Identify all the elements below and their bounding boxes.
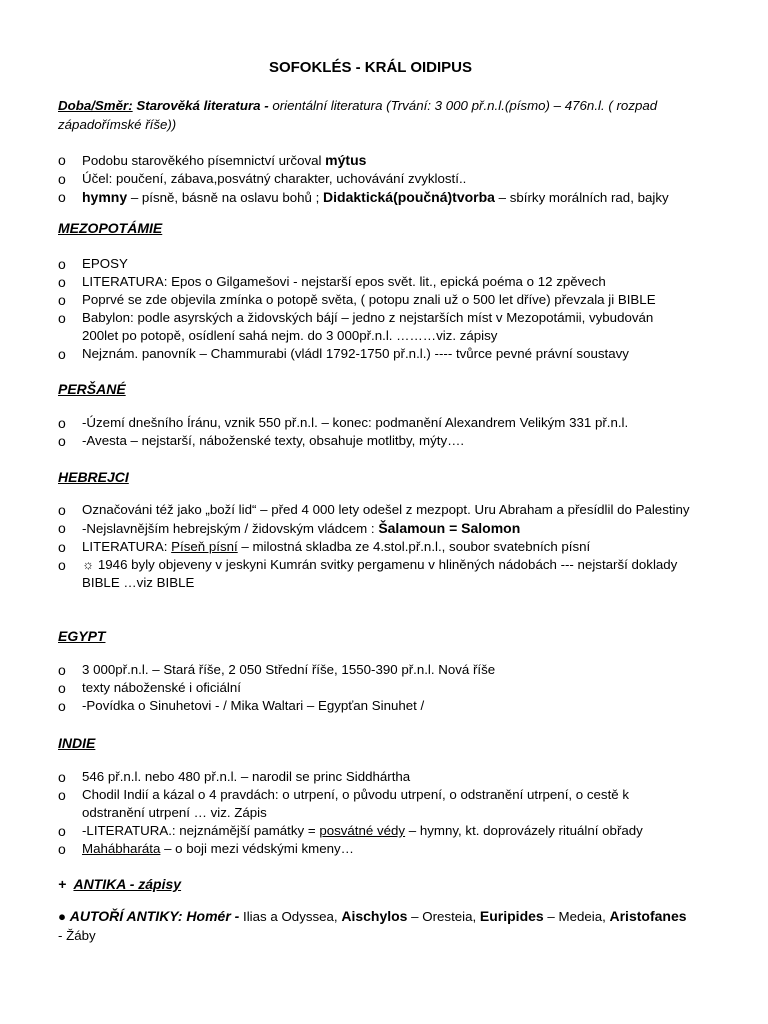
mezopotamie-list [58, 255, 690, 363]
list-item: o EPOSY [58, 256, 128, 272]
list-item: o -Nejslavnějším hebrejským / židovským vládcem : Šalamoun = Salomon [58, 520, 521, 536]
bullet-marker: o [58, 274, 66, 290]
bullet-marker: o [58, 189, 66, 205]
list-item: o ☼ 1946 byly objeveny v jeskyni Kumrán svitky pergamenu v hliněných nádobách --- nejstarší doklady BIBLE …viz BIBLE [58, 557, 678, 590]
bullet-marker: o [58, 415, 66, 431]
list-item: o Účel: poučení, zábava,posvátný charakter, uchovávání zvyklostí.. [58, 171, 467, 187]
bullet-marker: o [58, 346, 66, 362]
bullet-marker: o [58, 557, 66, 573]
list-item: o LITERATURA: Píseň písní – milostná skladba ze 4.stol.př.n.l., soubor svatebních písní [58, 539, 591, 555]
section-heading-persane: PERŠANÉ [58, 381, 126, 397]
bullet-marker: o [58, 841, 66, 857]
bullet-marker: o [58, 152, 66, 168]
bullet-marker: o [58, 292, 66, 308]
bullet-marker: o [58, 769, 66, 785]
section-heading-indie: INDIE [58, 735, 96, 751]
list-item: o -Území dnešního Íránu, vznik 550 př.n.l. – konec: podmanění Alexandrem Velikým 331 př.n.l. [58, 415, 629, 431]
list-item: o LITERATURA: Epos o Gilgamešovi - nejstarší epos svět. lit., epická poéma o 12 zpěvech [58, 274, 606, 290]
list-item: o Mahábharáta – o boji mezi védskými kmeny… [58, 841, 354, 857]
list-item: o 546 př.n.l. nebo 480 př.n.l. – narodil se princ Siddhártha [58, 769, 411, 785]
intro-paragraph [58, 96, 688, 134]
list-item: o -LITERATURA.: nejznámější památky = posvátné védy – hymny, kt. doprovázely rituální obřady [58, 823, 643, 839]
plus-marker: + [58, 876, 67, 892]
list-item: o hymny – písně, básně na oslavu bohů ; Didaktická(poučná)tvorba – sbírky morálních rad, bajky [58, 189, 669, 205]
era-description: orientální literatura (Trvání: 3 000 př.n.l.(písmo) – 476n.l. ( rozpad západořímské říše)) [58, 98, 658, 132]
general-list [58, 151, 690, 207]
bullet-marker: o [58, 433, 66, 449]
autori-label: AUTOŘÍ ANTIKY: Homér - [69, 908, 240, 924]
list-item: o Označováni též jako „boží lid“ – před 4 000 lety odešel z mezpopt. Uru Abraham a přesídlil do Palestiny [58, 502, 690, 518]
bullet-marker: o [58, 698, 66, 714]
section-heading-mezopotamie: MEZOPOTÁMIE [58, 220, 163, 236]
list-item: o -Povídka o Sinuhetovi - / Mika Waltari – Egypťan Sinuhet / [58, 698, 425, 714]
bullet-marker: o [58, 310, 66, 326]
bullet-dot: ● [58, 909, 67, 924]
antika-link-text: ANTIKA - zápisy [73, 876, 182, 892]
section-heading-egypt: EGYPT [58, 628, 106, 644]
list-item: o -Avesta – nejstarší, náboženské texty, obsahuje motlitby, mýty…. [58, 433, 465, 449]
bullet-marker: o [58, 662, 66, 678]
hebrejci-list [58, 501, 690, 592]
indie-list [58, 768, 690, 858]
list-item: o Poprvé se zde objevila zmínka o potopě světa, ( potopu znali už o 500 let dříve) převzala ji BIBLE [58, 292, 656, 308]
document-title: SOFOKLÉS - KRÁL OIDIPUS [268, 59, 473, 76]
bullet-marker: o [58, 256, 66, 272]
egypt-list [58, 661, 690, 715]
list-item: o Nejznám. panovník – Chammurabi (vládl 1792-1750 př.n.l.) ---- tvůrce pevné právní soustavy [58, 346, 629, 362]
bullet-marker: o [58, 502, 66, 518]
list-item: o Podobu starověkého písemnictví určoval mýtus [58, 152, 367, 168]
bullet-marker: o [58, 823, 66, 839]
bullet-marker: o [58, 520, 66, 536]
bullet-marker: o [58, 539, 66, 555]
list-item: o 3 000př.n.l. – Stará říše, 2 050 Střední říše, 1550-390 př.n.l. Nová říše [58, 662, 496, 678]
era-label: Doba/Směr: [58, 98, 133, 113]
list-item: o texty náboženské i oficiální [58, 680, 241, 696]
antika-note [58, 876, 181, 892]
bullet-marker: o [58, 787, 66, 803]
list-item: o Chodil Indií a kázal o 4 pravdách: o utrpení, o původu utrpení, o odstranění utrpení, o cestě k odstranění utrpení … viz. Zápis [58, 787, 629, 820]
persane-list [58, 414, 690, 450]
section-heading-hebrejci: HEBREJCI [58, 469, 129, 485]
bullet-marker: o [58, 171, 66, 187]
list-item: o Babylon: podle asyrských a židovských bájí – jedno z nejstarších míst v Mezopotámii, vybudován 200let po potopě, osídlení sahá nejm. do 3 000př.n.l. ………viz. zápisy [58, 310, 654, 343]
era-period: Starověká literatura - [136, 98, 269, 113]
autori-paragraph: ● AUTOŘÍ ANTIKY: Homér - Ilias a Odyssea, Aischylos – Oresteia, Euripides – Medeia, Aristofanes - Žáby [58, 908, 687, 943]
bullet-marker: o [58, 680, 66, 696]
